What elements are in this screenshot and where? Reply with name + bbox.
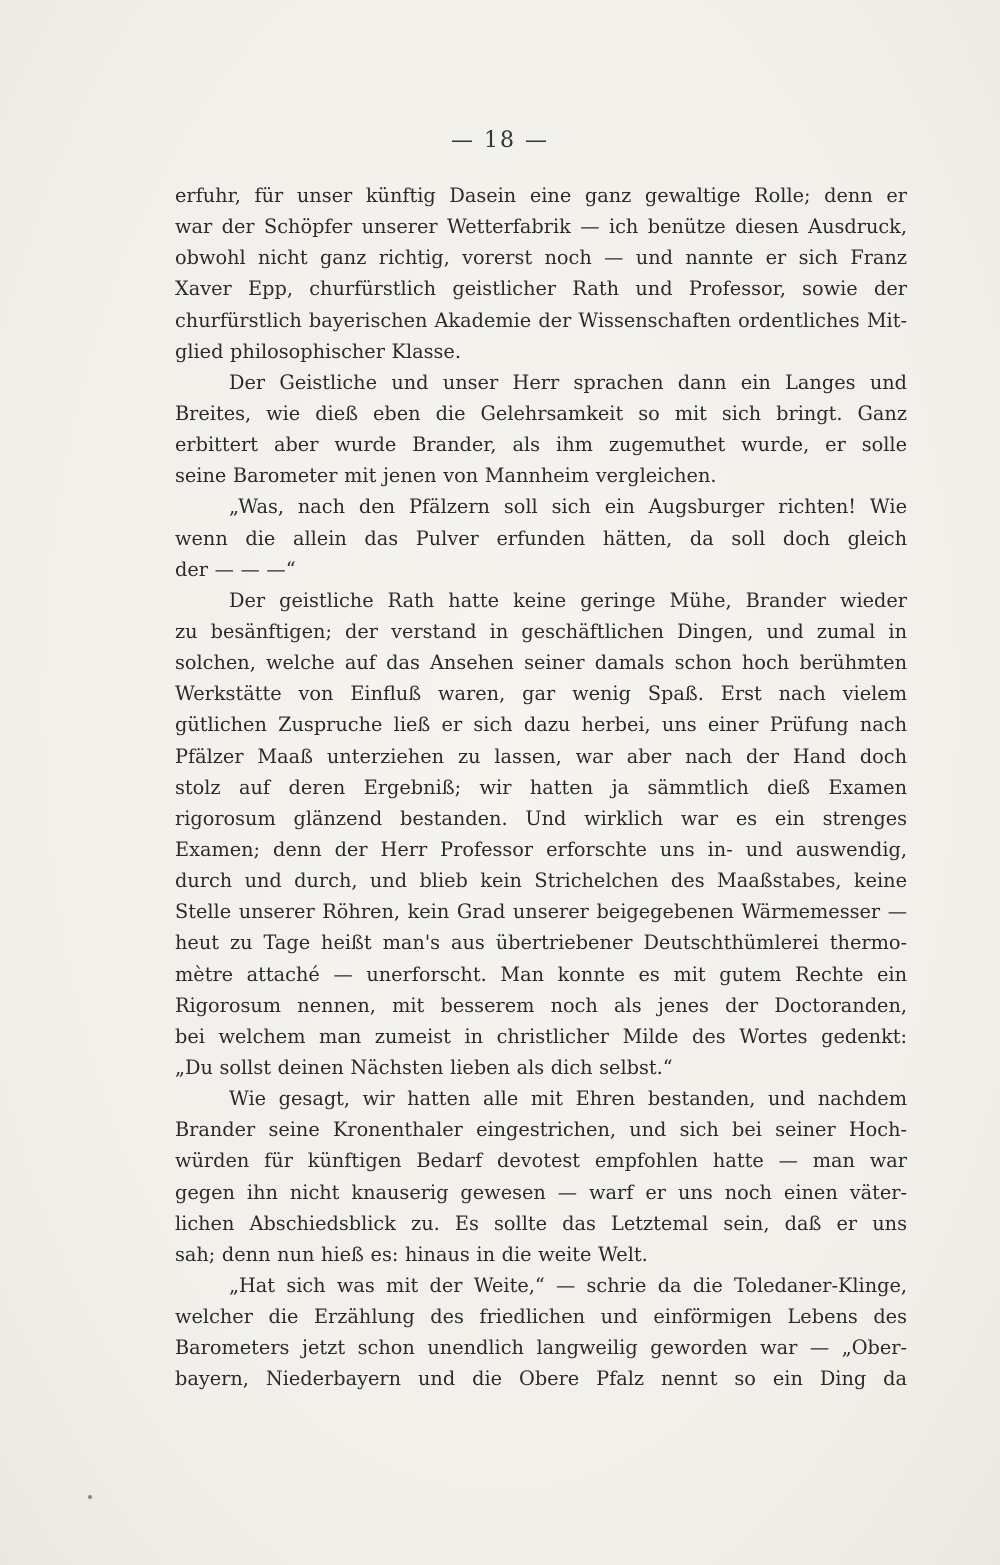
- text-line: churfürstlich bayerischen Akademie der Wissenschaften ordentliches Mit-: [175, 308, 907, 332]
- text-line: Breites, wie dieß eben die Gelehrsamkeit so mit sich bringt. Ganz: [175, 401, 907, 425]
- text-line: zu besänftigen; der verstand in geschäftlichen Dingen, und zumal in: [175, 619, 907, 643]
- text-line: mètre attaché — unerforscht. Man konnte es mit gutem Rechte ein: [175, 962, 907, 986]
- text-line: war der Schöpfer unserer Wetterfabrik — ich benütze diesen Ausdruck,: [175, 215, 907, 239]
- text-line: Der Geistliche und unser Herr sprachen dann ein Langes und: [229, 370, 907, 394]
- text-line: Der geistliche Rath hatte keine geringe Mühe, Brander wieder: [229, 588, 907, 612]
- text-line: lichen Abschiedsblick zu. Es sollte das Letztemal sein, daß er uns: [175, 1211, 907, 1235]
- text-line: sah; denn nun hieß es: hinaus in die weite Welt.: [175, 1242, 648, 1266]
- text-line: erfuhr, für unser künftig Dasein eine ganz gewaltige Rolle; denn er: [175, 184, 907, 207]
- text-line: wenn die allein das Pulver erfunden hätten, da soll doch gleich: [175, 526, 907, 550]
- text-line: bayern, Niederbayern und die Obere Pfalz nennt so ein Ding da: [175, 1367, 907, 1391]
- text-line: Stelle unserer Röhren, kein Grad unserer beigegebenen Wärmemesser —: [175, 900, 907, 924]
- text-line: Brander seine Kronenthaler eingestrichen, und sich bei seiner Hoch-: [175, 1118, 907, 1142]
- text-line: durch und durch, und blieb kein Strichelchen des Maaßstabes, keine: [175, 869, 907, 893]
- text-line: würden für künftigen Bedarf devotest empfohlen hatte — man war: [175, 1149, 907, 1173]
- text-line: heut zu Tage heißt man's aus übertriebener Deutschthümlerei thermo-: [175, 931, 907, 955]
- text-line: rigorosum glänzend bestanden. Und wirklich war es ein strenges: [175, 806, 907, 830]
- text-line: gütlichen Zuspruche ließ er sich dazu herbei, uns einer Prüfung nach: [175, 713, 907, 737]
- text-line: „Was, nach den Pfälzern soll sich ein Augsburger richten! Wie: [229, 495, 907, 519]
- text-line: obwohl nicht ganz richtig, vorerst noch — und nannte er sich Franz: [175, 246, 907, 270]
- text-line: solchen, welche auf das Ansehen seiner damals schon hoch berühmten: [175, 651, 907, 675]
- text-line: Xaver Epp, churfürstlich geistlicher Rath und Professor, sowie der: [175, 277, 907, 301]
- page-number: — 18 —: [451, 128, 549, 153]
- body-text: [175, 180, 907, 1394]
- text-line: Barometers jetzt schon unendlich langweilig geworden war — „Ober-: [175, 1336, 907, 1360]
- paper-speck: [88, 1495, 92, 1499]
- text-line: gegen ihn nicht knauserig gewesen — warf er uns noch einen väter-: [175, 1180, 907, 1204]
- text-line: der — — —“: [175, 557, 296, 581]
- text-line: welcher die Erzählung des friedlichen und einförmigen Lebens des: [175, 1305, 907, 1329]
- text-line: „Du sollst deinen Nächsten lieben als dich selbst.“: [175, 1055, 673, 1079]
- text-line: Wie gesagt, wir hatten alle mit Ehren bestanden, und nachdem: [229, 1087, 907, 1111]
- text-line: glied philosophischer Klasse.: [175, 339, 461, 363]
- text-line: Werkstätte von Einfluß waren, gar wenig Spaß. Erst nach vielem: [175, 682, 907, 706]
- text-line: „Hat sich was mit der Weite,“ — schrie da die Toledaner-Klinge,: [229, 1273, 907, 1297]
- text-line: seine Barometer mit jenen von Mannheim vergleichen.: [175, 464, 717, 488]
- text-line: stolz auf deren Ergebniß; wir hatten ja sämmtlich dieß Examen: [175, 775, 907, 799]
- text-line: bei welchem man zumeist in christlicher Milde des Wortes gedenkt:: [175, 1024, 907, 1048]
- text-line: Pfälzer Maaß unterziehen zu lassen, war aber nach der Hand doch: [175, 744, 907, 768]
- text-line: Rigorosum nennen, mit besserem noch als jenes der Doctoranden,: [175, 993, 907, 1017]
- text-line: Examen; denn der Herr Professor erforschte uns in- und auswendig,: [175, 837, 907, 861]
- text-line: erbittert aber wurde Brander, als ihm zugemuthet wurde, er solle: [175, 433, 907, 457]
